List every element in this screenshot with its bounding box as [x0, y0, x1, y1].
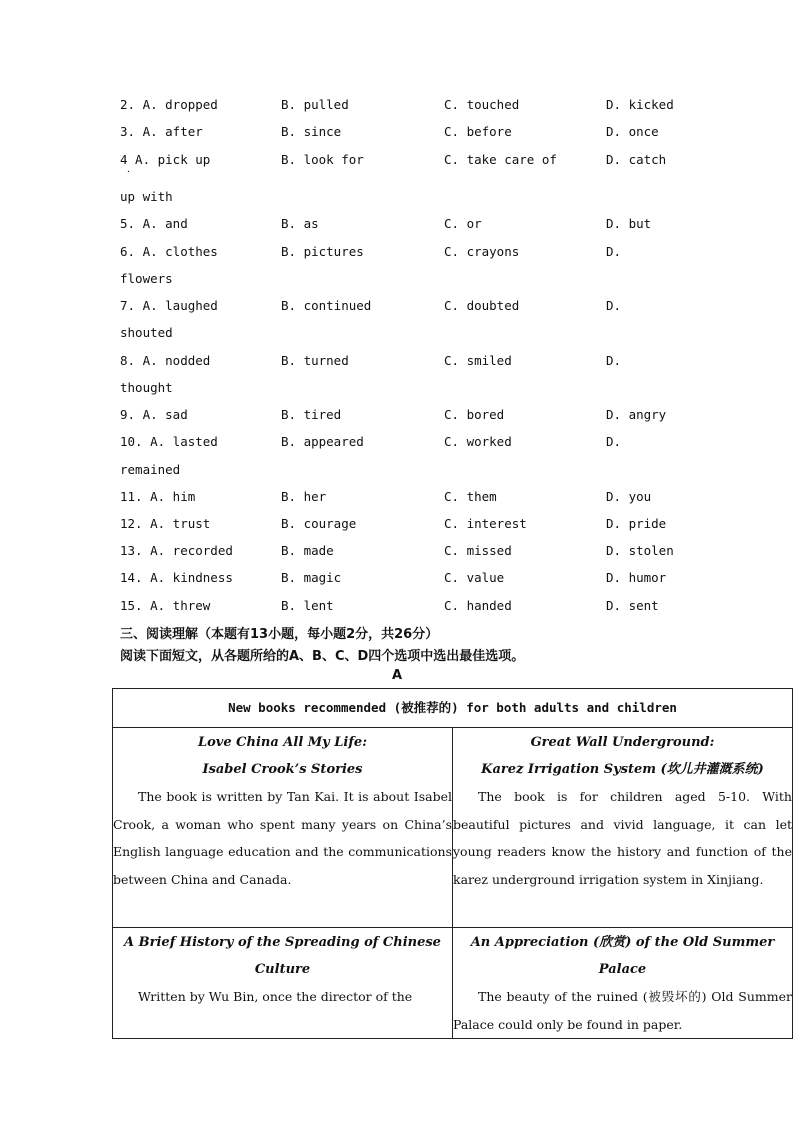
option-b: B. appeared [281, 434, 364, 449]
book-description: The book is for children aged 5-10. With beautiful pictures and vivid language, it can let young readers know the history and function of the karez underground irrigation system in Xinjiang. [453, 789, 792, 887]
option-a: 8. A. nodded [120, 353, 211, 368]
book-title-line: An Appreciation (欣赏) of the Old Summer Palace [470, 935, 775, 977]
section-heading: 三、阅读理解（本题有13小题，每小题2分，共26分） [120, 627, 439, 642]
option-continuation: flowers [120, 271, 173, 286]
option-d: D. once [606, 124, 659, 139]
option-continuation: remained [120, 462, 181, 477]
book-title [453, 929, 792, 983]
option-a: 13. A. recorded [120, 543, 233, 558]
book-title-line: Isabel Crook’s Stories [202, 762, 363, 777]
book-title-line: Love China All My Life: [198, 735, 367, 750]
option-c: C. or [444, 216, 482, 231]
books-table [112, 688, 793, 1039]
option-b: B. as [281, 216, 319, 231]
option-d: D. kicked [606, 97, 674, 112]
option-a: 11. A. him [120, 489, 196, 504]
option-c: C. interest [444, 516, 527, 531]
option-a: 10. A. lasted [120, 434, 218, 449]
option-b: B. her [281, 489, 327, 504]
option-d: D. [606, 298, 622, 313]
option-a: 4 A. pick up [120, 152, 211, 167]
option-d: D. angry [606, 407, 667, 422]
book-description: The beauty of the ruined (被毁坏的) Old Summer Palace could only be found in paper. [453, 989, 792, 1032]
book-description: Written by Wu Bin, once the director of the [138, 989, 413, 1004]
book-title [453, 729, 792, 783]
option-c: C. crayons [444, 244, 520, 259]
option-c: C. handed [444, 598, 512, 613]
option-a: 3. A. after [120, 124, 203, 139]
option-continuation: thought [120, 380, 173, 395]
option-b: B. since [281, 124, 342, 139]
book-title [113, 929, 452, 983]
option-a: 2. A. dropped [120, 97, 218, 112]
book-cell [453, 928, 793, 1039]
option-d: D. you [606, 489, 652, 504]
option-d: D. but [606, 216, 652, 231]
option-b: B. tired [281, 407, 342, 422]
option-d: D. [606, 244, 622, 259]
option-c: C. missed [444, 543, 512, 558]
option-c: C. worked [444, 434, 512, 449]
option-d: D. [606, 434, 622, 449]
option-b: B. pictures [281, 244, 364, 259]
option-c: C. value [444, 570, 505, 585]
book-description: The book is written by Tan Kai. It is about Isabel Crook, a woman who spent many years on China’s English language education and the communications between China and Canada. [113, 789, 452, 887]
book-title-line: Great Wall Underground: [530, 735, 715, 750]
option-a: 15. A. threw [120, 598, 211, 613]
option-b: B. look for [281, 152, 364, 167]
option-c: C. before [444, 124, 512, 139]
option-continuation: up with [120, 189, 173, 204]
option-c: C. smiled [444, 353, 512, 368]
option-c: C. bored [444, 407, 505, 422]
option-b: B. magic [281, 570, 342, 585]
book-title-line: A Brief History of the Spreading of Chinese [124, 935, 441, 950]
option-b: B. continued [281, 298, 372, 313]
option-a: 5. A. and [120, 216, 188, 231]
option-a: 14. A. kindness [120, 570, 233, 585]
option-d: D. pride [606, 516, 667, 531]
option-d: D. [606, 353, 622, 368]
option-b: B. lent [281, 598, 334, 613]
option-a: 7. A. laughed [120, 298, 218, 313]
book-title [113, 729, 452, 783]
option-d: D. sent [606, 598, 659, 613]
book-cell [113, 928, 453, 1039]
book-title-line: Karez Irrigation System (坎儿井灌溉系统) [481, 762, 764, 777]
book-cell [113, 728, 453, 928]
passage-label: A [392, 668, 403, 683]
option-c: C. take care of [444, 152, 557, 167]
option-c: C. touched [444, 97, 520, 112]
option-b: B. pulled [281, 97, 349, 112]
option-a: 9. A. sad [120, 407, 188, 422]
option-b: B. turned [281, 353, 349, 368]
stray-mark: · [126, 167, 131, 176]
option-d: D. stolen [606, 543, 674, 558]
option-c: C. them [444, 489, 497, 504]
table-header: New books recommended (被推荐的) for both adults and children [113, 689, 793, 728]
option-a: 6. A. clothes [120, 244, 218, 259]
option-continuation: shouted [120, 325, 173, 340]
book-cell [453, 728, 793, 928]
option-d: D. catch [606, 152, 667, 167]
option-c: C. doubted [444, 298, 520, 313]
book-title-line: Culture [254, 962, 311, 977]
option-b: B. made [281, 543, 334, 558]
option-a: 12. A. trust [120, 516, 211, 531]
option-d: D. humor [606, 570, 667, 585]
option-b: B. courage [281, 516, 357, 531]
section-instruction: 阅读下面短文，从各题所给的A、B、C、D四个选项中选出最佳选项。 [120, 649, 525, 664]
